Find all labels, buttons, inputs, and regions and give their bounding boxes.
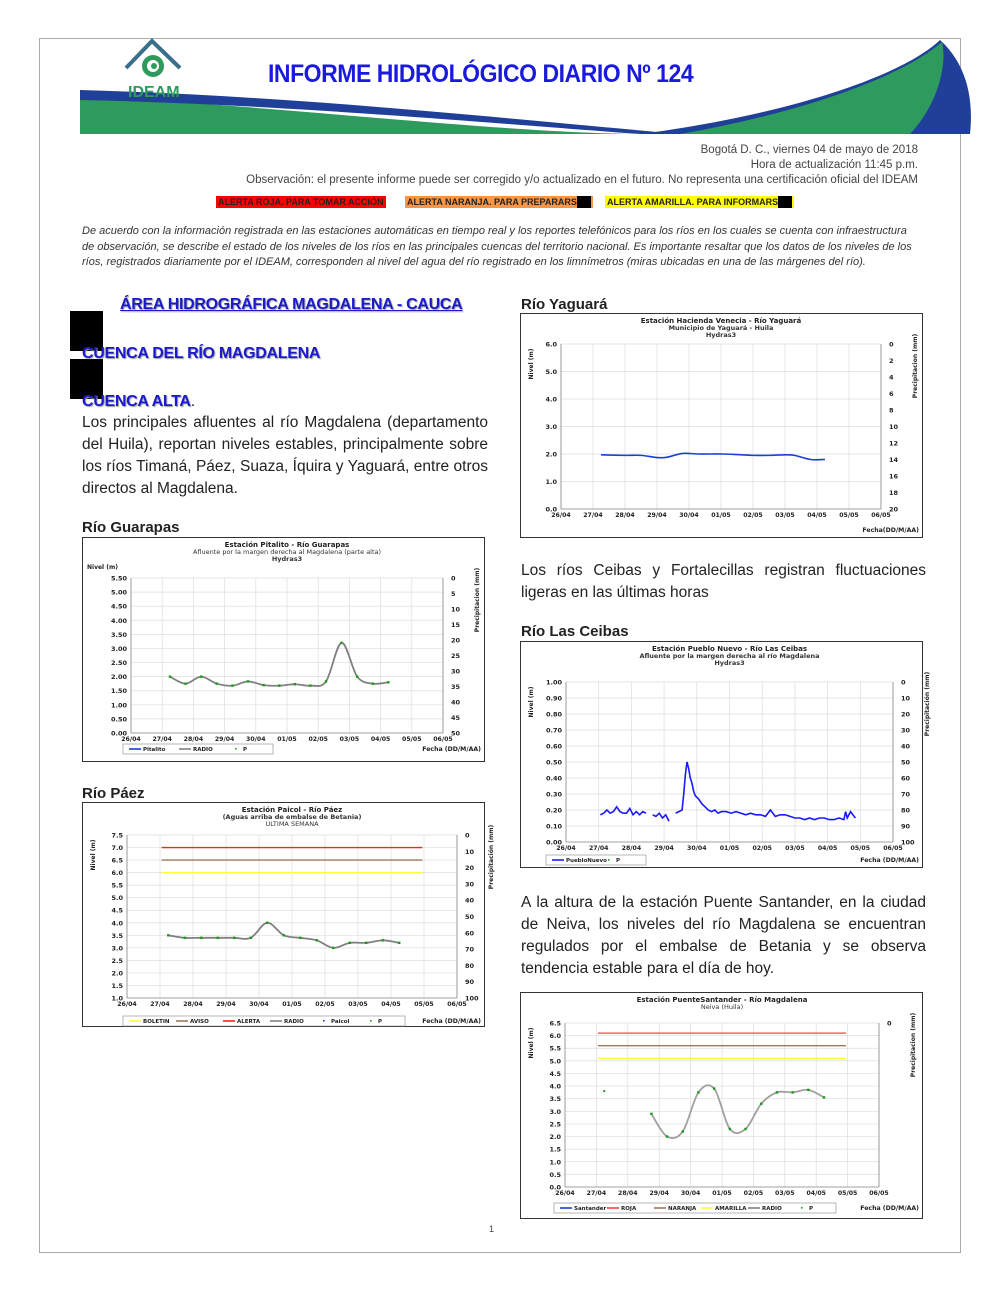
x-tick-label: 28/04 [618, 1190, 638, 1197]
y2-tick-label: 30 [465, 880, 475, 889]
series-line [676, 762, 856, 820]
paragraph-cuenca-alta: Los principales afluentes al río Magdalena (departamento del Huila), reportan niveles estables, principalmente sobre los ríos Timaná, Páez, Suaza, Íquira y Yaguará, entre otros directos al Magdalena. [82, 414, 488, 497]
x-tick-label: 02/05 [315, 1001, 335, 1008]
y-tick-label: 6.0 [111, 869, 123, 878]
series-line [170, 643, 388, 686]
chart-yaguara [520, 313, 923, 538]
legend-item: BOLETIN [143, 1019, 170, 1025]
legend-item: P [378, 1019, 383, 1025]
y2-tick-label: 60 [465, 929, 475, 938]
y2-tick-label: 70 [901, 790, 911, 799]
y-tick-label: 6.0 [545, 340, 557, 349]
x-tick-label: 06/05 [869, 1190, 889, 1197]
x-tick-label: 29/04 [654, 845, 674, 852]
legend-item: Paicol [331, 1019, 350, 1025]
legend-item: P [616, 858, 621, 864]
chart-subtitle: Hydras3 [705, 331, 737, 339]
y2-tick-label: 2 [889, 357, 894, 365]
legend-item: P [809, 1206, 814, 1212]
legend-item: AMARILLA [715, 1206, 747, 1212]
y-tick-label: 3.0 [545, 423, 557, 431]
paragraph-ceibas: Los ríos Ceibas y Fortalecillas registran fluctuaciones ligeras en las últimas horas [521, 562, 926, 601]
y-tick-label: 2.0 [549, 1133, 561, 1142]
legend-item: RADIO [762, 1206, 782, 1212]
y-tick-label: 1.0 [111, 994, 123, 1003]
ideam-logo-text: IDEAM [128, 84, 180, 101]
y2-axis-label: Precipitacion (mm) [474, 567, 481, 633]
y2-tick-label: 100 [901, 838, 915, 847]
y2-tick-label: 0 [889, 340, 894, 349]
legend-item: NARANJA [668, 1206, 697, 1212]
legend-item: P [243, 747, 248, 753]
x-tick-label: 30/04 [679, 512, 699, 519]
chart-paez [82, 802, 495, 1027]
x-tick-label: 04/05 [381, 1001, 401, 1008]
x-tick-label: 27/04 [586, 1190, 607, 1197]
x-tick-label: 06/05 [447, 1001, 467, 1008]
x-tick-label: 27/04 [583, 512, 603, 519]
y2-tick-label: 40 [901, 742, 911, 751]
y-tick-label: 3.5 [549, 1095, 561, 1104]
y-tick-label: 4.0 [545, 395, 557, 404]
legend-item: Santander [574, 1206, 607, 1212]
y-tick-label: 4.0 [549, 1082, 561, 1091]
y-tick-label: 0.5 [549, 1170, 561, 1179]
y2-tick-label: 80 [465, 961, 475, 970]
river-title-ceibas: Río Las Ceibas [521, 623, 629, 640]
y-axis-label: Nivel (m) [87, 564, 118, 571]
x-tick-label: 26/04 [555, 1190, 575, 1197]
y-tick-label: 2.0 [545, 450, 557, 459]
y2-tick-label: 30 [901, 726, 911, 735]
x-tick-label: 28/04 [183, 736, 204, 743]
x-tick-label: 04/05 [807, 512, 827, 519]
cuenca-alta-dot: . [190, 393, 195, 410]
y2-tick-label: 0 [887, 1019, 892, 1028]
y2-axis-label: Precipitación (mm) [924, 671, 931, 737]
legend-item: ROJA [621, 1206, 637, 1212]
y-tick-label: 3.0 [549, 1107, 561, 1116]
y-tick-label: 2.5 [549, 1120, 561, 1129]
x-tick-label: 03/05 [785, 845, 805, 852]
y2-tick-label: 45 [451, 714, 461, 722]
area-heading: ÁREA HIDROGRÁFICA MAGDALENA - CAUCA [120, 296, 463, 313]
observation-note: Observación: el presente informe puede ser corregido y/o actualizado en el futuro. No representa una certificación oficial del IDEAM [246, 174, 918, 186]
chart-subtitle: Afluente por la margen derecha al río Magdalena [639, 652, 820, 660]
chart-subtitle: Hydras3 [271, 555, 303, 563]
y2-tick-label: 16 [889, 472, 899, 481]
x-tick-label: 26/04 [556, 845, 576, 852]
y-tick-label: 0.60 [545, 742, 562, 751]
page-number: 1 [489, 1224, 495, 1234]
y2-axis-label: Precipitacion (mm) [912, 333, 919, 399]
y2-tick-label: 90 [901, 822, 911, 831]
x-tick-label: 04/05 [370, 736, 391, 743]
y-tick-label: 7.5 [111, 831, 123, 840]
x-tick-label: 27/04 [150, 1001, 170, 1008]
y-axis-label: Nivel (m) [528, 348, 535, 380]
x-tick-label: 01/05 [277, 736, 297, 743]
chart-subtitle: Afluente por la margen derecha al Magdalena (parte alta) [192, 548, 382, 556]
x-tick-label: 04/05 [806, 1190, 826, 1197]
y-tick-label: 2.50 [110, 659, 127, 668]
y2-tick-label: 12 [889, 439, 899, 448]
y-tick-label: 4.50 [110, 602, 127, 611]
alert-orange-label: ALERTA NARANJA. PARA PREPARARS [407, 197, 577, 207]
y-tick-label: 5.5 [549, 1044, 561, 1053]
y-tick-label: 2.00 [110, 673, 127, 682]
y2-tick-label: 20 [901, 710, 911, 719]
y-tick-label: 0.40 [545, 774, 562, 783]
y-tick-label: 3.0 [111, 944, 123, 953]
chart-title: Estación PuenteSantander - Río Magdalena [636, 996, 808, 1004]
y2-tick-label: 25 [451, 652, 461, 660]
y2-tick-label: 35 [451, 683, 461, 691]
chart-subtitle: ULTIMA SEMANA [265, 820, 319, 828]
y-tick-label: 6.5 [111, 856, 123, 865]
y2-tick-label: 4 [889, 373, 894, 382]
cuenca-alta-heading [82, 393, 195, 411]
legend-item: ALERTA [237, 1019, 261, 1025]
alert-yellow [605, 196, 794, 208]
x-axis-label: Fecha (DD/M/AA) [422, 746, 481, 753]
legend-item: AVISO [190, 1019, 209, 1025]
y2-tick-label: 10 [901, 694, 911, 703]
y2-tick-label: 20 [889, 505, 899, 514]
y-tick-label: 1.0 [549, 1158, 561, 1167]
y-tick-label: 1.00 [545, 678, 562, 687]
y-tick-label: 0.80 [545, 710, 562, 719]
x-tick-label: 29/04 [649, 1190, 669, 1197]
x-tick-label: 03/05 [339, 736, 360, 743]
chart-guarapas [82, 537, 485, 762]
paragraph-santander: A la altura de la estación Puente Santander, en la ciudad de Neiva, los niveles del río Magdalena se encuentran regulados por el embalse de Betania y se observa tendencia estable para el día de hoy. [521, 894, 926, 977]
y-tick-label: 2.5 [111, 956, 123, 965]
y-tick-label: 5.00 [110, 588, 127, 597]
y-tick-label: 4.5 [549, 1069, 561, 1078]
y2-tick-label: 0 [451, 574, 456, 583]
x-tick-label: 01/05 [282, 1001, 302, 1008]
y-tick-label: 0.30 [545, 790, 562, 799]
chart-subtitle: Hydras3 [714, 659, 745, 667]
legend-item: Pitalito [143, 747, 166, 753]
y-tick-label: 3.00 [110, 644, 127, 653]
x-axis-label: Fecha(DD/M/AA) [862, 527, 919, 534]
x-tick-label: 01/05 [719, 845, 740, 852]
y2-tick-label: 80 [901, 806, 911, 815]
y2-tick-label: 5 [451, 590, 456, 598]
intro-paragraph: De acuerdo con la información registrada en las estaciones automáticas en tiempo real y los reportes telefónicos para los ríos en los cuales se cuenta con infraestructura de observación, se describe el estado de los niveles de los ríos en las principales cuencas del territorio nacional. Es importante resaltar que los datos de los niveles de los ríos, registrados diariamente por el IDEAM, corresponden al nivel del agua del río registrado en los limnímetros (miras ubicadas en una de las márgenes del río). [82, 225, 912, 268]
y2-tick-label: 0 [901, 678, 906, 687]
y-axis-label: Nivel (m) [90, 839, 97, 871]
chart-title: Estación Paicol - Río Páez [241, 806, 343, 814]
y2-tick-label: 10 [451, 605, 461, 614]
x-tick-label: 06/05 [871, 512, 891, 519]
y-tick-label: 5.0 [111, 894, 123, 903]
x-tick-label: 29/04 [214, 736, 235, 743]
chart-santander [520, 992, 923, 1219]
x-tick-label: 02/05 [308, 736, 328, 743]
redaction-box [778, 196, 792, 208]
cuenca-alta-label: CUENCA ALTA [82, 393, 191, 410]
x-tick-label: 30/04 [687, 845, 707, 852]
x-axis-label: Fecha (DD/M/AA) [422, 1018, 481, 1025]
river-title-paez: Río Páez [82, 785, 145, 802]
y2-tick-label: 6 [889, 390, 894, 398]
y-tick-label: 0.0 [545, 505, 557, 514]
y2-axis-label: Precipitacion (mm) [910, 1012, 917, 1078]
y2-tick-label: 8 [889, 406, 894, 415]
x-tick-label: 01/05 [711, 512, 731, 519]
x-tick-label: 28/04 [621, 845, 642, 852]
x-tick-label: 04/05 [817, 845, 838, 852]
date-line: Bogotá D. C., viernes 04 de mayo de 2018 [700, 144, 918, 156]
y2-tick-label: 40 [451, 698, 461, 707]
redaction-box [577, 196, 591, 208]
y2-tick-label: 20 [451, 636, 461, 645]
x-tick-label: 27/04 [152, 736, 172, 743]
y-tick-label: 1.50 [110, 687, 127, 696]
y-tick-label: 3.50 [110, 630, 127, 639]
y2-tick-label: 50 [901, 758, 911, 767]
x-tick-label: 26/04 [551, 512, 571, 519]
y-tick-label: 0.70 [545, 726, 562, 735]
y-axis-label: Nivel (m) [528, 1027, 535, 1059]
y-tick-label: 0.00 [110, 729, 127, 738]
y-tick-label: 0.10 [545, 822, 562, 831]
alert-red-label: ALERTA ROJA. PARA TOMAR ACCIÓN [218, 197, 384, 207]
x-tick-label: 28/04 [183, 1001, 203, 1008]
y-tick-label: 4.5 [111, 906, 123, 915]
y-tick-label: 1.00 [110, 701, 127, 710]
chart-subtitle: (Aguas arriba de embalse de Betania) [222, 813, 362, 821]
y-tick-label: 4.0 [111, 919, 123, 928]
y2-tick-label: 0 [465, 831, 470, 840]
chart-title: Estación Hacienda Venecia - Río Yaguará [640, 317, 802, 325]
legend-item: RADIO [284, 1019, 304, 1025]
series-line [653, 813, 669, 821]
y2-tick-label: 50 [451, 729, 461, 738]
y-tick-label: 0.0 [549, 1183, 561, 1192]
y-tick-label: 5.0 [545, 368, 557, 376]
chart-ceibas [520, 641, 931, 868]
alert-orange [405, 196, 593, 208]
chart-title: Estación Pueblo Nuevo - Río Las Ceibas [651, 645, 808, 653]
y-tick-label: 7.0 [111, 844, 123, 853]
y2-tick-label: 10 [465, 847, 475, 856]
y-tick-label: 0.50 [545, 758, 562, 767]
x-tick-label: 26/04 [121, 736, 141, 743]
y2-axis-label: Precipitación (mm) [488, 824, 495, 890]
x-tick-label: 03/05 [348, 1001, 368, 1008]
series-line [600, 807, 646, 815]
y-tick-label: 0.90 [545, 694, 562, 703]
y-tick-label: 1.0 [545, 478, 557, 486]
river-title-yaguara: Río Yaguará [521, 296, 608, 313]
y-tick-label: 6.5 [549, 1019, 561, 1028]
y-tick-label: 2.0 [111, 969, 123, 978]
y2-tick-label: 50 [465, 913, 475, 921]
x-tick-label: 06/05 [883, 845, 903, 852]
x-tick-label: 05/05 [850, 845, 871, 852]
x-tick-label: 28/04 [615, 512, 635, 519]
y-tick-label: 0.20 [545, 806, 562, 815]
chart-subtitle: Municipio de Yaguará - Huila [668, 324, 774, 332]
y2-tick-label: 30 [451, 667, 461, 676]
y2-tick-label: 14 [889, 456, 899, 464]
alert-red [216, 196, 386, 208]
x-tick-label: 01/05 [712, 1190, 732, 1197]
x-tick-label: 30/04 [249, 1001, 269, 1008]
y-tick-label: 5.50 [110, 574, 127, 583]
x-tick-label: 05/05 [839, 512, 859, 519]
cuenca-heading: CUENCA DEL RÍO MAGDALENA [82, 345, 321, 362]
x-tick-label: 06/05 [433, 736, 453, 743]
y-tick-label: 1.5 [111, 981, 123, 990]
y2-tick-label: 90 [465, 978, 475, 987]
x-tick-label: 05/05 [414, 1001, 434, 1008]
y2-tick-label: 100 [465, 994, 479, 1003]
x-tick-label: 29/04 [647, 512, 667, 519]
y-tick-label: 1.5 [549, 1145, 561, 1154]
x-tick-label: 02/05 [743, 512, 763, 519]
y2-tick-label: 20 [465, 864, 475, 873]
chart-subtitle: Neiva (Huila) [700, 1003, 744, 1011]
y-tick-label: 6.0 [549, 1032, 561, 1041]
x-tick-label: 30/04 [246, 736, 266, 743]
legend-item: RADIO [193, 747, 213, 753]
y2-tick-label: 70 [465, 945, 475, 954]
legend-item: PuebloNuevo [566, 858, 607, 864]
river-title-guarapas: Río Guarapas [82, 519, 180, 536]
x-axis-label: Fecha (DD/M/AA) [860, 1205, 919, 1212]
y-tick-label: 5.0 [549, 1057, 561, 1066]
y2-tick-label: 18 [889, 489, 899, 497]
x-tick-label: 03/05 [775, 512, 795, 519]
x-axis-label: Fecha (DD/M/AA) [860, 857, 919, 864]
x-tick-label: 26/04 [117, 1001, 137, 1008]
y2-tick-label: 15 [451, 621, 461, 629]
x-tick-label: 30/04 [680, 1190, 701, 1197]
update-time: Hora de actualización 11:45 p.m. [750, 159, 918, 171]
y2-tick-label: 10 [889, 423, 899, 431]
x-tick-label: 05/05 [837, 1190, 858, 1197]
x-tick-label: 02/05 [752, 845, 772, 852]
x-tick-label: 02/05 [743, 1190, 764, 1197]
series-line [651, 1085, 824, 1138]
y-tick-label: 5.5 [111, 881, 123, 890]
chart-title: Estación Pitalito - Río Guarapas [224, 541, 350, 549]
y-tick-label: 3.5 [111, 931, 123, 940]
y2-tick-label: 60 [901, 774, 911, 783]
y-axis-label: Nivel (m) [528, 686, 535, 718]
ideam-logo-icon [122, 38, 184, 84]
alert-yellow-label: ALERTA AMARILLA. PARA INFORMARS [607, 197, 779, 207]
x-tick-label: 03/05 [775, 1190, 795, 1197]
x-tick-label: 29/04 [216, 1001, 236, 1008]
report-title: INFORME HIDROLÓGICO DIARIO Nº 124 [268, 60, 694, 88]
y2-tick-label: 40 [465, 896, 475, 905]
y-tick-label: 0.50 [110, 715, 127, 724]
y-tick-label: 4.00 [110, 616, 127, 625]
y-tick-label: 0.00 [545, 838, 562, 847]
data-point [603, 1090, 605, 1092]
x-tick-label: 05/05 [402, 736, 422, 743]
x-tick-label: 27/04 [588, 845, 609, 852]
